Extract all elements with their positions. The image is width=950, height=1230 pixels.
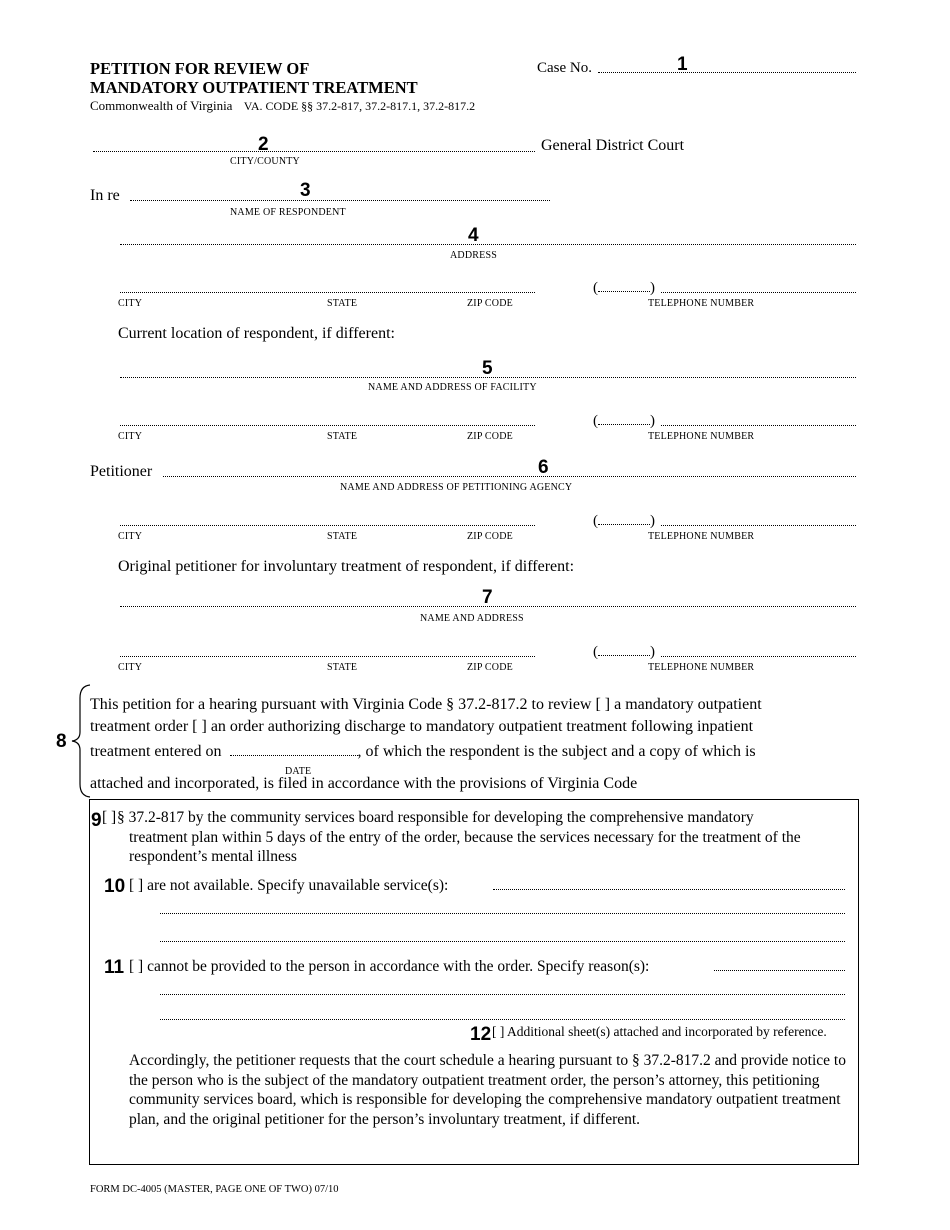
petition-line-3a: treatment entered on xyxy=(90,743,222,760)
section-9-text-rest: treatment plan within 5 days of the entry of the order, because the services necessary for the treatment of the respondent’s mental illness xyxy=(129,828,801,865)
marker-1: 1 xyxy=(677,54,688,75)
zip-caption: ZIP CODE xyxy=(467,662,513,673)
respondent-area-code-field[interactable] xyxy=(593,280,655,297)
original-area-code-field[interactable] xyxy=(593,644,655,661)
area-code-close-paren: ) xyxy=(650,513,655,529)
facility-city-state-zip-field[interactable] xyxy=(120,425,535,426)
state-caption: STATE xyxy=(327,531,358,542)
area-code-open-paren: ( xyxy=(593,644,598,660)
area-code-open-paren: ( xyxy=(593,413,598,429)
telephone-caption: TELEPHONE NUMBER xyxy=(648,662,755,673)
item-11-text[interactable]: [ ] cannot be provided to the person in accordance with the order. Specify reason(s): xyxy=(129,958,650,975)
section-9-text xyxy=(117,808,849,867)
petitioner-area-code-field[interactable] xyxy=(593,513,655,530)
respondent-address-field[interactable] xyxy=(120,244,856,245)
zip-caption: ZIP CODE xyxy=(467,531,513,542)
city-caption: CITY xyxy=(118,662,143,673)
item-11-field-1[interactable] xyxy=(714,970,845,971)
marker-4: 4 xyxy=(468,225,479,246)
respondent-address-caption: ADDRESS xyxy=(450,250,497,261)
item-10-field-3[interactable] xyxy=(160,941,845,942)
city-county-caption: CITY/COUNTY xyxy=(230,156,300,167)
case-number-field[interactable] xyxy=(598,72,856,73)
city-caption: CITY xyxy=(118,431,143,442)
marker-8: 8 xyxy=(56,731,67,752)
marker-11: 11 xyxy=(104,957,125,978)
area-code-close-paren: ) xyxy=(650,280,655,296)
marker-12: 12 xyxy=(470,1024,492,1045)
brace-bracket xyxy=(70,684,92,798)
petition-line-4: attached and incorporated, is filed in accordance with the provisions of Virginia Code xyxy=(90,775,638,792)
area-code-open-paren: ( xyxy=(593,513,598,529)
petition-line-2: treatment order [ ] an order authorizing discharge to mandatory outpatient treatment following inpatient xyxy=(90,718,754,735)
city-caption: CITY xyxy=(118,531,143,542)
form-id: FORM DC-4005 (MASTER, PAGE ONE OF TWO) 07/10 xyxy=(90,1184,339,1195)
order-date-field[interactable] xyxy=(230,741,358,756)
code-reference: VA. CODE §§ 37.2-817, 37.2-817.1, 37.2-817.2 xyxy=(243,99,476,113)
zip-caption: ZIP CODE xyxy=(467,431,513,442)
respondent-name-field[interactable] xyxy=(130,200,550,201)
marker-5: 5 xyxy=(482,358,493,379)
area-code-close-paren: ) xyxy=(650,413,655,429)
marker-3: 3 xyxy=(300,180,311,201)
item-10-field-2[interactable] xyxy=(160,913,845,914)
original-petitioner-label: Original petitioner for involuntary treatment of respondent, if different: xyxy=(118,558,575,575)
item-10-text[interactable]: [ ] are not available. Specify unavailable service(s): xyxy=(129,877,449,894)
city-caption: CITY xyxy=(118,298,143,309)
current-location-label: Current location of respondent, if different: xyxy=(118,325,395,342)
section-9-checkbox[interactable]: [ ] xyxy=(102,809,117,826)
state-caption: STATE xyxy=(327,662,358,673)
original-petitioner-caption: NAME AND ADDRESS xyxy=(420,613,524,624)
city-county-field[interactable] xyxy=(93,151,535,152)
telephone-caption: TELEPHONE NUMBER xyxy=(648,298,755,309)
marker-7: 7 xyxy=(482,587,493,608)
form-title-line2: MANDATORY OUTPATIENT TREATMENT xyxy=(90,78,418,97)
jurisdiction-line xyxy=(90,98,475,114)
petition-line-3 xyxy=(90,741,850,777)
facility-area-code-field[interactable] xyxy=(593,413,655,430)
respondent-telephone-field[interactable] xyxy=(661,292,856,293)
item-11-field-2[interactable] xyxy=(160,994,845,995)
original-telephone-field[interactable] xyxy=(661,656,856,657)
section-9-line-1: § 37.2-817 by the community services board responsible for developing the comprehensive mandatory xyxy=(117,809,754,826)
marker-10: 10 xyxy=(104,876,126,897)
petition-line-3b: , of which the respondent is the subject and a copy of which is xyxy=(357,743,756,760)
state-caption: STATE xyxy=(327,431,358,442)
court-name: General District Court xyxy=(541,137,685,154)
petition-line-1: This petition for a hearing pursuant with Virginia Code § 37.2-817.2 to review [ ] a mandatory outpatient xyxy=(90,696,762,713)
marker-2: 2 xyxy=(258,134,269,155)
petitioner-telephone-field[interactable] xyxy=(661,525,856,526)
marker-9: 9 xyxy=(91,810,102,831)
form-title xyxy=(90,59,418,97)
jurisdiction: Commonwealth of Virginia xyxy=(90,98,233,113)
telephone-caption: TELEPHONE NUMBER xyxy=(648,431,755,442)
zip-caption: ZIP CODE xyxy=(467,298,513,309)
marker-6: 6 xyxy=(538,457,549,478)
conclusion-paragraph: Accordingly, the petitioner requests that the court schedule a hearing pursuant to § 37.2-817.2 and provide notice to the person who is the subject of the mandatory outpatient treatment order, the person’s attorney, this petitioning community services board, which is responsible for developing the comprehensive mandatory outpatient treatment plan, and the original petitioner for the person’s involuntary treatment, if different. xyxy=(129,1052,846,1128)
respondent-name-caption: NAME OF RESPONDENT xyxy=(230,207,346,218)
state-caption: STATE xyxy=(327,298,358,309)
petitioner-label: Petitioner xyxy=(90,463,153,480)
facility-telephone-field[interactable] xyxy=(661,425,856,426)
area-code-close-paren: ) xyxy=(650,644,655,660)
in-re-label: In re xyxy=(90,187,120,204)
telephone-caption: TELEPHONE NUMBER xyxy=(648,531,755,542)
date-caption: DATE xyxy=(285,766,312,777)
area-code-open-paren: ( xyxy=(593,280,598,296)
case-number-label: Case No. xyxy=(537,60,592,76)
original-city-state-zip-field[interactable] xyxy=(120,656,535,657)
petition-paragraph xyxy=(90,694,850,795)
form-title-line1: PETITION FOR REVIEW OF xyxy=(90,59,310,78)
item-10-field-1[interactable] xyxy=(493,889,845,890)
respondent-city-state-zip-field[interactable] xyxy=(120,292,535,293)
petitioning-agency-caption: NAME AND ADDRESS OF PETITIONING AGENCY xyxy=(340,482,573,493)
item-12-text[interactable]: [ ] Additional sheet(s) attached and incorporated by reference. xyxy=(492,1024,827,1039)
facility-caption: NAME AND ADDRESS OF FACILITY xyxy=(368,382,537,393)
petitioning-agency-field[interactable] xyxy=(163,476,856,477)
item-11-field-3[interactable] xyxy=(160,1019,845,1020)
petitioner-city-state-zip-field[interactable] xyxy=(120,525,535,526)
